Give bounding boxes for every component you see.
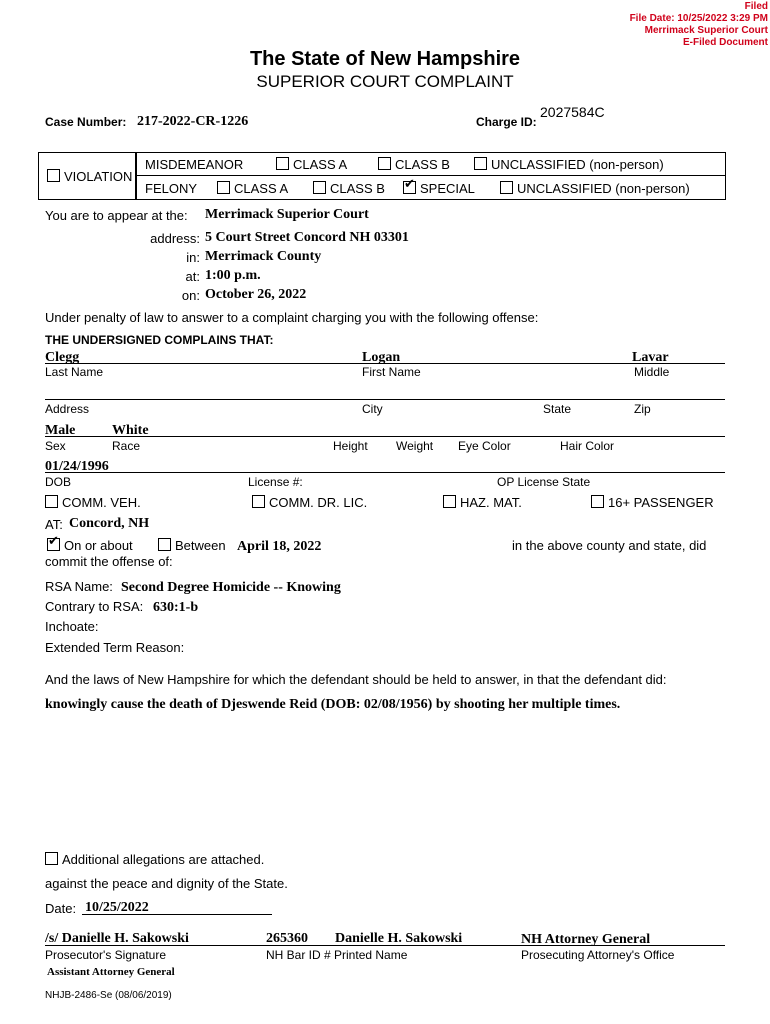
- on-label: on:: [181, 288, 200, 303]
- first-name-label: First Name: [362, 365, 421, 379]
- on-or-about-label: On or about: [64, 538, 133, 553]
- comm-veh-option[interactable]: [45, 495, 141, 510]
- complaint-date: 10/25/2022: [85, 900, 149, 915]
- passenger-label: 16+ PASSENGER: [608, 495, 714, 510]
- peace-dignity-text: against the peace and dignity of the State.: [45, 876, 288, 891]
- rsa-name: Second Degree Homicide -- Knowing: [121, 580, 341, 595]
- felony-class-a-label: CLASS A: [234, 181, 289, 196]
- felony-unclassified-option[interactable]: [500, 181, 690, 196]
- offense-at-label: AT:: [45, 517, 63, 532]
- in-label: in:: [186, 250, 200, 265]
- additional-allegations-label: Additional allegations are attached.: [62, 852, 265, 867]
- passenger-checkbox[interactable]: [591, 495, 604, 508]
- violation-option[interactable]: [47, 169, 132, 184]
- felony-class-b-option[interactable]: [313, 181, 385, 196]
- at-time-label: at:: [185, 269, 200, 284]
- comm-dr-lic-label: COMM. DR. LIC.: [269, 495, 368, 510]
- hair-color-label: Hair Color: [560, 439, 615, 453]
- misdemeanor-label: MISDEMEANOR: [145, 157, 244, 172]
- county: Merrimack County: [205, 249, 322, 264]
- rsa-label: Contrary to RSA:: [45, 599, 144, 614]
- printed-name: Danielle H. Sakowski: [335, 931, 463, 946]
- bar-id: 265360: [266, 931, 308, 946]
- misd-class-b-checkbox[interactable]: [378, 157, 391, 170]
- filed-stamp-line3: Merrimack Superior Court: [644, 25, 768, 36]
- felony-special-checkbox[interactable]: [403, 181, 416, 194]
- case-number-label: Case Number:: [45, 115, 127, 129]
- haz-mat-option[interactable]: [443, 495, 522, 510]
- misd-class-a-checkbox[interactable]: [276, 157, 289, 170]
- passenger-option[interactable]: [591, 495, 714, 510]
- office-label: Prosecuting Attorney's Office: [521, 948, 675, 962]
- inchoate-label: Inchoate:: [45, 619, 99, 634]
- charge-id: 2027584C: [540, 104, 605, 120]
- felony-special-label: SPECIAL: [420, 181, 475, 196]
- comm-dr-lic-option[interactable]: [252, 495, 367, 510]
- haz-mat-checkbox[interactable]: [443, 495, 456, 508]
- filed-stamp-line1: Filed: [744, 1, 768, 12]
- form-number: NHJB-2486-Se (08/06/2019): [45, 990, 172, 1001]
- sex-value: Male: [45, 423, 76, 438]
- on-or-about-checkbox[interactable]: [47, 538, 60, 551]
- date-label: Date:: [45, 901, 77, 916]
- dob-label: DOB: [45, 475, 72, 489]
- appear-date: October 26, 2022: [205, 287, 307, 302]
- race-label: Race: [112, 439, 141, 453]
- felony-class-a-option[interactable]: [217, 181, 288, 196]
- misd-unclassified-label: UNCLASSIFIED (non-person): [491, 157, 664, 172]
- last-name-label: Last Name: [45, 365, 104, 379]
- misd-class-b-option[interactable]: [378, 157, 450, 172]
- complains-heading: THE UNDERSIGNED COMPLAINS THAT:: [45, 333, 274, 347]
- last-name: Clegg: [45, 350, 80, 365]
- offense-description: knowingly cause the death of Djeswende Reid (DOB: 02/08/1956) by shooting her multiple times.: [45, 697, 621, 712]
- middle-name: Lavar: [632, 350, 669, 365]
- county-state-text: in the above county and state, did: [512, 538, 707, 553]
- misd-class-a-label: CLASS A: [293, 157, 348, 172]
- op-license-state-label: OP License State: [497, 475, 591, 489]
- comm-veh-checkbox[interactable]: [45, 495, 58, 508]
- rsa-number: 630:1-b: [153, 600, 199, 615]
- commit-offense-text: commit the offense of:: [45, 554, 173, 569]
- appear-label: You are to appear at the:: [45, 208, 188, 223]
- prosecuting-office: NH Attorney General: [521, 932, 651, 947]
- felony-unclassified-checkbox[interactable]: [500, 181, 513, 194]
- page-subtitle: SUPERIOR COURT COMPLAINT: [256, 72, 514, 91]
- violation-checkbox[interactable]: [47, 169, 60, 182]
- misd-class-b-label: CLASS B: [395, 157, 450, 172]
- felony-unclassified-label: UNCLASSIFIED (non-person): [517, 181, 690, 196]
- case-number: 217-2022-CR-1226: [137, 114, 249, 129]
- first-name: Logan: [362, 350, 401, 365]
- between-option[interactable]: [158, 538, 226, 553]
- page-title: The State of New Hampshire: [249, 48, 521, 70]
- filed-stamp-line4: E-Filed Document: [682, 37, 768, 48]
- laws-text: And the laws of New Hampshire for which the defendant should be held to answer, in that the defendant did:: [45, 672, 667, 687]
- sex-label: Sex: [45, 439, 66, 453]
- middle-name-label: Middle: [634, 365, 670, 379]
- address-label: address:: [150, 231, 200, 246]
- eye-color-label: Eye Color: [458, 439, 511, 453]
- offense-date: April 18, 2022: [237, 539, 322, 554]
- felony-class-a-checkbox[interactable]: [217, 181, 230, 194]
- additional-allegations-checkbox[interactable]: [45, 852, 58, 865]
- city-label: City: [362, 402, 383, 416]
- misd-unclassified-checkbox[interactable]: [474, 157, 487, 170]
- comm-dr-lic-checkbox[interactable]: [252, 495, 265, 508]
- license-label: License #:: [248, 475, 303, 489]
- on-or-about-option[interactable]: [47, 538, 133, 553]
- court-name: Merrimack Superior Court: [205, 207, 369, 222]
- weight-label: Weight: [396, 439, 434, 453]
- prosecutor-signature: /s/ Danielle H. Sakowski: [45, 931, 189, 946]
- misd-unclassified-option[interactable]: [474, 157, 664, 172]
- felony-class-b-checkbox[interactable]: [313, 181, 326, 194]
- height-label: Height: [333, 439, 368, 453]
- misd-class-a-option[interactable]: [276, 157, 347, 172]
- rsa-name-label: RSA Name:: [45, 579, 113, 594]
- prosecutor-title: Assistant Attorney General: [47, 966, 175, 978]
- extended-term-label: Extended Term Reason:: [45, 640, 185, 655]
- court-address: 5 Court Street Concord NH 03301: [205, 230, 409, 245]
- felony-class-b-label: CLASS B: [330, 181, 385, 196]
- signature-label: Prosecutor's Signature: [45, 948, 167, 962]
- additional-allegations-option[interactable]: [45, 852, 264, 867]
- address-field-label: Address: [45, 402, 90, 416]
- penalty-text: Under penalty of law to answer to a complaint charging you with the following offense:: [45, 310, 539, 325]
- state-label: State: [543, 402, 572, 416]
- zip-label: Zip: [634, 402, 651, 416]
- felony-label: FELONY: [145, 181, 198, 196]
- filed-stamp-line2: File Date: 10/25/2022 3:29 PM: [629, 13, 768, 24]
- violation-label: VIOLATION: [64, 169, 133, 184]
- haz-mat-label: HAZ. MAT.: [460, 495, 522, 510]
- race-value: White: [112, 423, 149, 438]
- dob-value: 01/24/1996: [45, 459, 109, 474]
- felony-special-option[interactable]: [403, 181, 475, 196]
- between-label: Between: [175, 538, 226, 553]
- comm-veh-label: COMM. VEH.: [62, 495, 141, 510]
- offense-location: Concord, NH: [69, 516, 150, 531]
- bar-printed-label: NH Bar ID # Printed Name: [266, 948, 408, 962]
- between-checkbox[interactable]: [158, 538, 171, 551]
- appear-time: 1:00 p.m.: [205, 268, 261, 283]
- charge-id-label: Charge ID:: [476, 115, 537, 129]
